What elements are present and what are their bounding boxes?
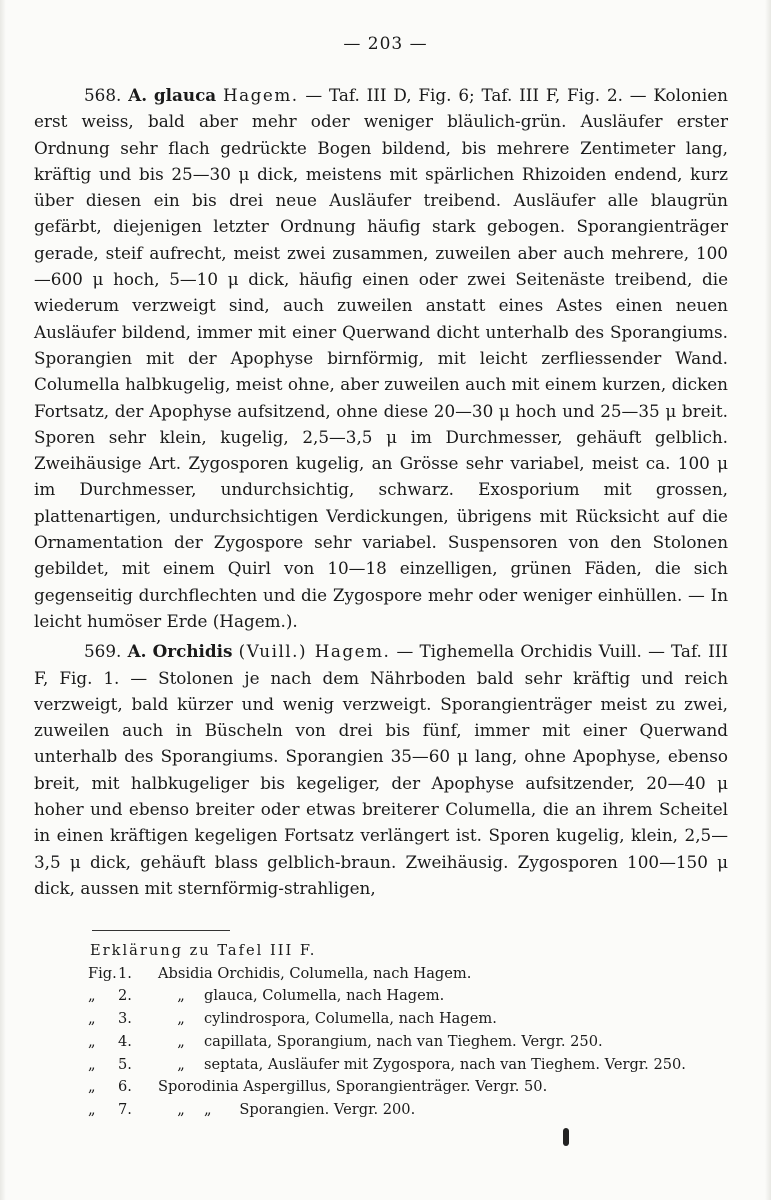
fig-ditto: „: [177, 1010, 185, 1028]
fig-text: „ Sporangien. Vergr. 200.: [204, 1100, 416, 1118]
fig-text: Absidia Orchidis, Columella, nach Hagem.: [158, 964, 472, 982]
fig-ditto: „: [177, 1055, 185, 1073]
fig-ditto: „: [177, 987, 185, 1005]
caption-row: [88, 1054, 738, 1077]
caption-title: Erklärung zu Tafel III F.: [90, 942, 317, 959]
page-edge-left: [0, 0, 6, 1200]
page-edge-right: [765, 0, 771, 1200]
caption-row: [88, 963, 738, 986]
fig-number: 3.: [118, 1010, 132, 1028]
plate-caption: [88, 940, 738, 1122]
fig-number: 4.: [118, 1032, 132, 1050]
caption-row: [88, 1076, 738, 1099]
entry-genus: A.: [128, 85, 148, 105]
entry-species: Orchidis: [152, 641, 233, 662]
entry-description: — Taf. III D, Fig. 6; Taf. III F, Fig. 2. — Kolonien erst weiss, bald aber mehr oder weniger bläulich-grün. Ausläufer erster Ordnung sehr flach gedrückte Bogen bildend, bis mehrere Zentimeter lang, kräftig und bis 25—30 μ dick, meistens mit spärlichen Rhizoiden endend, kurz über diesen ein bis drei neue Ausläufer treibend. Ausläufer alle blaugrün gefärbt, diejenigen letzter Ordnung häufig stark gebogen. Sporangienträger gerade, steif aufrecht, meist zwei zusammen, zuweilen aber auch mehrere, 100—600 μ hoch, 5—10 μ dick, häufig einen oder zwei Seitenäste treibend, die wiederum verzweigt sind, auch zuweilen anstatt eines Astes einen neuen Ausläufer bildend, immer mit einer Querwand dicht unterhalb des Sporangiums. Sporangien mit der Apophyse birnförmig, mit leicht zerfliessender Wand. Columella halbkugelig, meist ohne, aber zuweilen auch mit einem kurzen, dicken Fortsatz, der Apophyse aufsitzend, ohne diese 20—30 μ hoch und 25—35 μ breit. Sporen sehr klein, kugelig, 2,5—3,5 μ im Durchmesser, gehäuft gelblich. Zweihäusige Art. Zygosporen kugelig, an Grösse sehr variabel, meist ca. 100 μ im Durchmesser, undurchsichtig, schwarz. Exosporium mit grossen, plattenartigen, undurchsichtigen Verdickungen, übrigens mit Rücksicht auf die Ornamentation der Zygospore sehr variabel. Suspensoren von den Stolonen gebildet, mit einem Quirl von 10—18 einzelligen, grünen Fäden, die sich gegenseitig durchflechten und die Zygospore mehr oder weniger einhüllen. — In leicht humöser Erde (Hagem.).: [34, 85, 728, 631]
caption-row: [88, 1099, 738, 1122]
fig-text: Sporodinia Aspergillus, Sporangienträger. Vergr. 50.: [158, 1078, 548, 1096]
fig-text: capillata, Sporangium, nach van Tieghem. Vergr. 250.: [204, 1032, 603, 1050]
footnote-rule: [92, 930, 230, 931]
entry-number: 568.: [84, 85, 122, 105]
fig-prefix: „: [88, 1032, 96, 1050]
entry-569: [34, 638, 728, 901]
fig-prefix: „: [88, 987, 96, 1005]
fig-text: septata, Ausläufer mit Zygospora, nach van Tieghem. Vergr. 250.: [204, 1055, 686, 1073]
entry-568: [34, 82, 728, 634]
fig-prefix: Fig.: [88, 964, 117, 982]
ink-blot: [563, 1128, 569, 1146]
fig-prefix: „: [88, 1078, 96, 1096]
entry-number: 569.: [84, 641, 122, 662]
fig-prefix: „: [88, 1010, 96, 1028]
entry-genus: A.: [127, 641, 147, 662]
entry-species: glauca: [153, 85, 217, 105]
body-text: [34, 82, 728, 901]
fig-prefix: „: [88, 1100, 96, 1118]
fig-ditto: „: [177, 1100, 185, 1118]
fig-text: glauca, Columella, nach Hagem.: [204, 987, 445, 1005]
caption-row: [88, 1031, 738, 1054]
entry-author: (Vuill.) Hagem.: [238, 641, 391, 662]
fig-number: 7.: [118, 1100, 132, 1118]
entry-description: — Tighemella Orchidis Vuill. — Taf. III F, Fig. 1. — Stolonen je nach dem Nährboden bald sehr kräftig und reich verzweigt, bald kürzer und wenig verzweigt. Sporangienträger meist zu zwei, zuweilen auch in Büscheln von drei bis fünf, immer mit einer Querwand unterhalb des Sporangiums. Sporangien 35—60 μ lang, ohne Apophyse, ebenso breit, mit halbkugeliger bis kegeliger, der Apophyse aufsitzender, 20—40 μ hoher und ebenso breiter oder etwas breiterer Columella, die an ihrem Scheitel in einen kräftigen kegeligen Fortsatz verlängert ist. Sporen kugelig, klein, 2,5—3,5 μ dick, gehäuft blass gelblich-braun. Zweihäusig. Zygosporen 100—150 μ dick, aussen mit sternförmig-strahligen,: [34, 641, 728, 898]
fig-number: 1.: [118, 964, 132, 982]
fig-number: 2.: [118, 987, 132, 1005]
caption-row: [88, 1008, 738, 1031]
fig-prefix: „: [88, 1055, 96, 1073]
fig-number: 6.: [118, 1078, 132, 1096]
fig-text: cylindrospora, Columella, nach Hagem.: [204, 1010, 497, 1028]
fig-ditto: „: [177, 1032, 185, 1050]
entry-author: Hagem.: [223, 85, 299, 105]
caption-row: [88, 985, 738, 1008]
fig-number: 5.: [118, 1055, 132, 1073]
page-number: — 203 —: [343, 34, 428, 54]
